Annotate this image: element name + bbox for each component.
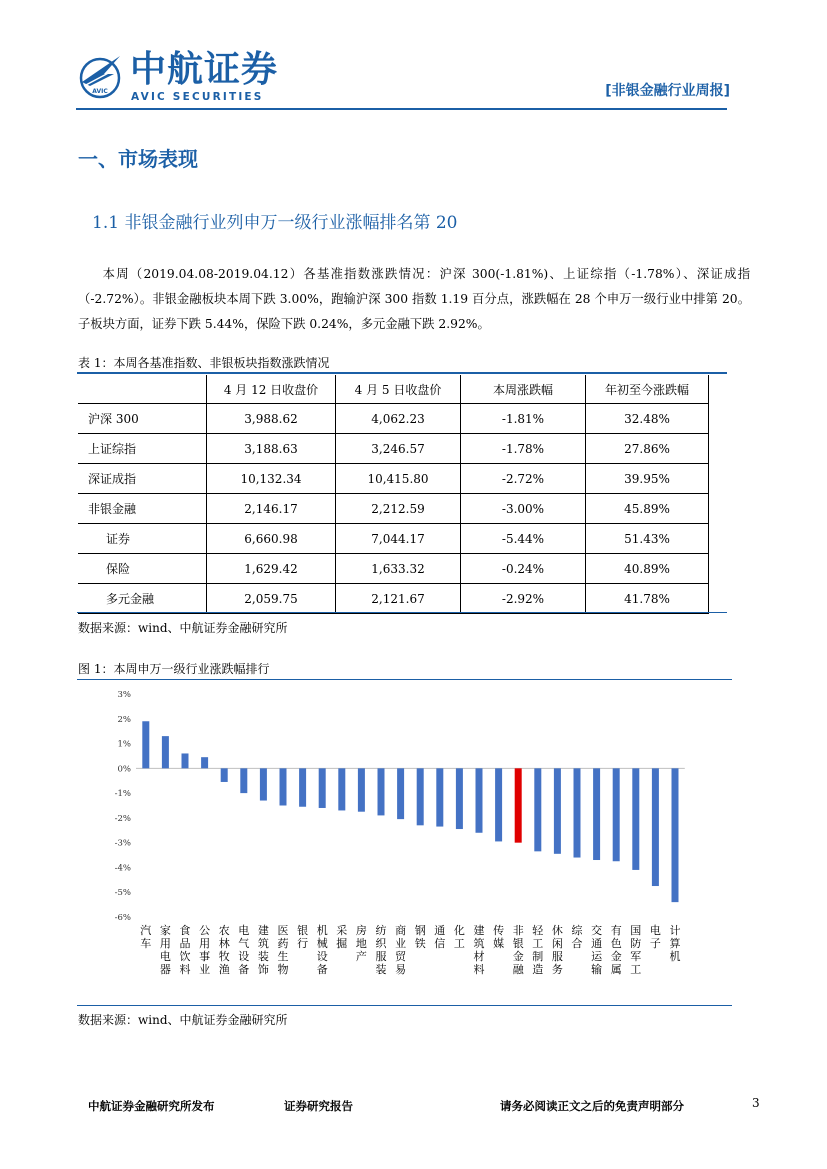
bar-13 — [378, 768, 385, 815]
bar-27 — [652, 768, 659, 886]
figure-source-note: 数据来源：wind、中航证券金融研究所 — [78, 1013, 288, 1027]
week-change: -3.00% — [461, 494, 586, 524]
footer-publisher: 中航证券金融研究所发布 — [88, 1099, 215, 1113]
logo-badge: AVIC — [92, 88, 108, 95]
x-category-label: 农林牧渔 — [218, 924, 230, 976]
x-category-label: 纺织服装 — [375, 924, 387, 976]
table-header-cell — [78, 375, 207, 404]
ytd-change: 41.78% — [586, 584, 709, 614]
row-name: 多元金融 — [78, 584, 207, 614]
x-category-label: 房地产 — [355, 924, 367, 963]
header-divider — [76, 108, 727, 110]
table-header-cell: 4 月 5 日收盘价 — [336, 375, 461, 404]
industry-ranking-bar-chart — [78, 682, 728, 1000]
table-row — [78, 404, 709, 434]
x-category-label: 轻工制造 — [532, 924, 544, 976]
x-category-label: 通信 — [434, 924, 446, 950]
table-header-row — [78, 375, 709, 404]
bar-11 — [338, 768, 345, 810]
close-0405: 10,415.80 — [336, 464, 461, 494]
x-category-label: 银行 — [297, 924, 309, 950]
row-name: 非银金融 — [78, 494, 207, 524]
table-top-rule — [77, 372, 727, 374]
subsection-title: 1.1 非银金融行业列申万一级行业涨幅排名第 20 — [92, 213, 458, 233]
close-0405: 2,121.67 — [336, 584, 461, 614]
bar-10 — [319, 768, 326, 808]
figure-bottom-rule — [77, 1005, 732, 1006]
row-name: 保险 — [78, 554, 207, 584]
bar-24 — [593, 768, 600, 860]
week-change: -5.44% — [461, 524, 586, 554]
bar-14 — [397, 768, 404, 819]
bar-21 — [534, 768, 541, 851]
bar-4 — [201, 757, 208, 768]
table-source-note: 数据来源：wind、中航证券金融研究所 — [78, 621, 288, 635]
table-row — [78, 494, 709, 524]
bar-22 — [554, 768, 561, 853]
close-0405: 1,633.32 — [336, 554, 461, 584]
bar-7 — [260, 768, 267, 800]
week-change: -2.92% — [461, 584, 586, 614]
bar-3 — [182, 753, 189, 768]
row-name: 深证成指 — [78, 464, 207, 494]
x-category-label: 公用事业 — [199, 924, 211, 976]
table-bottom-rule — [77, 612, 727, 613]
avic-logo-icon — [78, 52, 122, 100]
x-category-label: 建筑材料 — [473, 924, 485, 976]
y-tick-label: -6% — [114, 913, 131, 923]
figure-title: 图 1：本周申万一级行业涨跌幅排行 — [78, 662, 270, 676]
ytd-change: 51.43% — [586, 524, 709, 554]
y-tick-label: 3% — [117, 690, 131, 700]
week-change: -2.72% — [461, 464, 586, 494]
table-row — [78, 464, 709, 494]
market-summary-paragraph: 本周（2019.04.08-2019.04.12）各基准指数涨跌情况：沪深 300(-1.81%)、上证综指（-1.78%）、深证成指（-2.72%）。非银金融板块本周下跌 3.00%，跑输沪深 300 指数 1.19 百分点，涨跌幅在 28 个申万一级行业中排第 20。子板块方面，证券下跌 5.44%，保险下跌 0.24%，多元金融下跌 2.92%。 — [78, 267, 750, 331]
bar-20 — [515, 768, 522, 842]
index-performance-table — [78, 375, 709, 614]
close-0405: 2,212.59 — [336, 494, 461, 524]
bar-28 — [672, 768, 679, 902]
bar-17 — [456, 768, 463, 829]
bar-19 — [495, 768, 502, 841]
x-category-label: 建筑装饰 — [257, 924, 269, 976]
report-type-label: [非银金融行业周报] — [605, 83, 730, 99]
figure-top-rule — [77, 679, 732, 680]
x-category-label: 传媒 — [493, 924, 505, 950]
table-header-cell: 年初至今涨跌幅 — [586, 375, 709, 404]
bar-12 — [358, 768, 365, 811]
row-name: 证券 — [78, 524, 207, 554]
close-0412: 2,146.17 — [207, 494, 336, 524]
x-category-label: 计算机 — [669, 924, 681, 963]
x-category-label: 商业贸易 — [395, 924, 407, 976]
ytd-change: 40.89% — [586, 554, 709, 584]
y-tick-label: 0% — [117, 764, 131, 775]
x-category-label: 综合 — [571, 924, 583, 950]
close-0405: 7,044.17 — [336, 524, 461, 554]
footer-report-label: 证券研究报告 — [284, 1099, 353, 1113]
table-header-cell: 4 月 12 日收盘价 — [207, 375, 336, 404]
ytd-change: 39.95% — [586, 464, 709, 494]
week-change: -1.81% — [461, 404, 586, 434]
close-0412: 6,660.98 — [207, 524, 336, 554]
bar-18 — [476, 768, 483, 832]
week-change: -1.78% — [461, 434, 586, 464]
y-tick-label: -5% — [114, 888, 131, 899]
x-category-label: 食品饮料 — [179, 924, 191, 976]
footer-disclaimer: 请务必阅读正文之后的免责声明部分 — [500, 1099, 684, 1113]
table-row — [78, 434, 709, 464]
close-0412: 3,988.62 — [207, 404, 336, 434]
logo-english: AVIC SECURITIES — [131, 91, 264, 103]
close-0405: 4,062.23 — [336, 404, 461, 434]
bar-16 — [436, 768, 443, 826]
row-name: 沪深 300 — [78, 404, 207, 434]
bar-9 — [299, 768, 306, 806]
section-title: 一、市场表现 — [78, 147, 198, 171]
bar-26 — [632, 768, 639, 870]
y-tick-label: -1% — [114, 789, 131, 800]
close-0412: 1,629.42 — [207, 554, 336, 584]
y-tick-label: 1% — [117, 739, 131, 750]
y-tick-label: -3% — [114, 838, 131, 849]
bar-25 — [613, 768, 620, 861]
x-category-label: 休闲服务 — [551, 924, 563, 976]
y-tick-label: 2% — [117, 714, 131, 725]
x-category-label: 有色金属 — [610, 924, 622, 976]
table-title: 表 1：本周各基准指数、非银板块指数涨跌情况 — [78, 356, 330, 370]
x-category-label: 电气设备 — [238, 924, 250, 976]
close-0412: 2,059.75 — [207, 584, 336, 614]
close-0412: 3,188.63 — [207, 434, 336, 464]
close-0412: 10,132.34 — [207, 464, 336, 494]
row-name: 上证综指 — [78, 434, 207, 464]
x-category-label: 采掘 — [336, 924, 348, 950]
x-category-label: 机械设备 — [316, 924, 328, 976]
table-row — [78, 584, 709, 614]
ytd-change: 45.89% — [586, 494, 709, 524]
bar-5 — [221, 768, 228, 782]
bar-1 — [142, 721, 149, 768]
close-0405: 3,246.57 — [336, 434, 461, 464]
x-category-label: 交通运输 — [591, 924, 603, 976]
table-header-cell: 本周涨跌幅 — [461, 375, 586, 404]
x-category-label: 钢铁 — [414, 924, 426, 950]
x-category-label: 化工 — [453, 924, 465, 950]
y-tick-label: -4% — [114, 863, 131, 874]
bar-6 — [240, 768, 247, 793]
logo-chinese: 中航证券 — [130, 49, 279, 90]
x-category-label: 电子 — [649, 924, 661, 950]
x-category-label: 非银金融 — [512, 924, 524, 976]
ytd-change: 27.86% — [586, 434, 709, 464]
x-category-label: 汽车 — [140, 924, 152, 950]
bar-15 — [417, 768, 424, 825]
bar-2 — [162, 736, 169, 768]
table-row — [78, 524, 709, 554]
ytd-change: 32.48% — [586, 404, 709, 434]
x-category-label: 医药生物 — [277, 924, 289, 976]
table-row — [78, 554, 709, 584]
week-change: -0.24% — [461, 554, 586, 584]
x-category-label: 国防军工 — [630, 924, 642, 976]
page-number: 3 — [752, 1096, 760, 1110]
y-tick-label: -2% — [114, 813, 131, 824]
bar-8 — [280, 768, 287, 805]
x-category-label: 家用电器 — [159, 924, 171, 976]
bar-23 — [574, 768, 581, 857]
